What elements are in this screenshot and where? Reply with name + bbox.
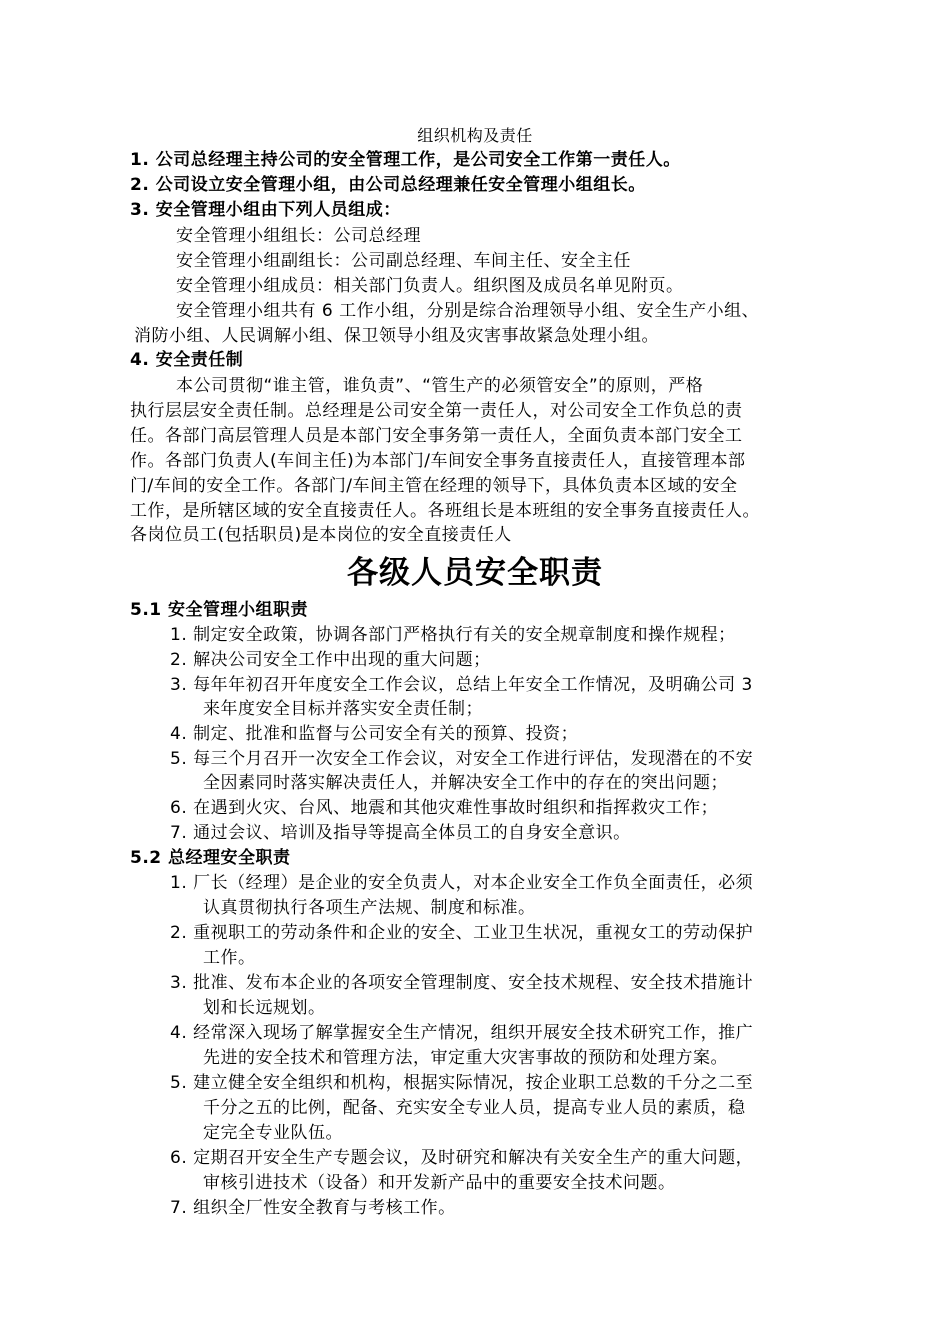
section51-item: 4. 制定、批准和监督与公司安全有关的预算、投资； — [170, 724, 579, 744]
section52-item: 4. 经常深入现场了解掌握安全生产情况，组织开展安全技术研究工作，推广 — [170, 1023, 754, 1043]
section52-item: 3. 批准、发布本企业的各项安全管理制度、安全技术规程、安全技术措施计 — [170, 973, 754, 993]
group-leader-line: 安全管理小组组长：公司总经理 — [176, 226, 421, 246]
section51-item: 5. 每三个月召开一次安全工作会议，对安全工作进行评估，发现潜在的不安 — [170, 749, 754, 769]
group-subteams-line-1: 安全管理小组共有 6 工作小组，分别是综合治理领导小组、安全生产小组、 — [176, 301, 760, 321]
section52-item: 1. 厂长（经理）是企业的安全负责人，对本企业安全工作负全面责任，必须 — [170, 873, 754, 893]
heading-item-2: 2. 公司设立安全管理小组，由公司总经理兼任安全管理小组组长。 — [130, 175, 646, 195]
section52-item-continuation: 先进的安全技术和管理方法，审定重大灾害事故的预防和处理方案。 — [203, 1048, 728, 1068]
section4-heading: 4. 安全责任制 — [130, 350, 244, 370]
section51-item: 3. 每年年初召开年度安全工作会议，总结上年安全工作情况，及明确公司 3 — [170, 675, 753, 695]
section51-item-continuation: 全因素同时落实解决责任人，并解决安全工作中的存在的突出问题； — [203, 773, 728, 793]
section51-item: 1. 制定安全政策，协调各部门严格执行有关的安全规章制度和操作规程； — [170, 625, 736, 645]
section51-item-continuation: 来年度安全目标并落实安全责任制； — [203, 699, 483, 719]
section51-item: 2. 解决公司安全工作中出现的重大问题； — [170, 650, 491, 670]
section52-heading: 5.2 总经理安全职责 — [130, 848, 291, 868]
section52-item-continuation: 千分之五的比例，配备、充实安全专业人员，提高专业人员的素质，稳 — [203, 1098, 746, 1118]
section52-item: 7. 组织全厂性安全教育与考核工作。 — [170, 1198, 456, 1218]
section4-paragraph-line: 门/车间的安全工作。各部门/车间主管在经理的领导下，具体负责本区域的安全 — [130, 476, 738, 496]
section52-item: 6. 定期召开安全生产专题会议，及时研究和解决有关安全生产的重大问题， — [170, 1148, 754, 1168]
heading-item-1: 1. 公司总经理主持公司的安全管理工作，是公司安全工作第一责任人。 — [130, 150, 681, 170]
section52-item-continuation: 定完全专业队伍。 — [203, 1123, 343, 1143]
section4-paragraph-line: 工作，是所辖区域的安全直接责任人。各班组长是本班组的安全事务直接责任人。 — [130, 501, 760, 521]
section4-paragraph-line: 任。各部门高层管理人员是本部门安全事务第一责任人，全面负责本部门安全工 — [130, 426, 743, 446]
section4-paragraph-line: 各岗位员工(包括职员)是本岗位的安全直接责任人 — [130, 525, 512, 545]
section4-paragraph-line: 本公司贯彻“谁主管，谁负责”、“管生产的必须管安全”的原则，严格 — [176, 376, 704, 396]
section51-heading: 5.1 安全管理小组职责 — [130, 600, 309, 620]
section4-paragraph-line: 执行层层安全责任制。总经理是公司安全第一责任人，对公司安全工作负总的责 — [130, 401, 743, 421]
big-title: 各级人员安全职责 — [347, 555, 603, 591]
heading-item-3: 3. 安全管理小组由下列人员组成： — [130, 200, 401, 220]
section52-item-continuation: 认真贯彻执行各项生产法规、制度和标准。 — [203, 898, 536, 918]
group-members-line: 安全管理小组成员：相关部门负责人。组织图及成员名单见附页。 — [176, 276, 684, 296]
section52-item: 2. 重视职工的劳动条件和企业的安全、工业卫生状况，重视女工的劳动保护 — [170, 923, 754, 943]
doc-title: 组织机构及责任 — [417, 126, 533, 145]
group-deputy-line: 安全管理小组副组长：公司副总经理、车间主任、安全主任 — [176, 251, 631, 271]
section4-paragraph-line: 作。各部门负责人(车间主任)为本部门/车间安全事务直接责任人，直接管理本部 — [130, 451, 746, 471]
section52-item-continuation: 划和长远规划。 — [203, 998, 326, 1018]
section51-item: 6. 在遇到火灾、台风、地震和其他灾难性事故时组织和指挥救灾工作； — [170, 798, 719, 818]
section51-item: 7. 通过会议、培训及指导等提高全体员工的自身安全意识。 — [170, 823, 631, 843]
section52-item: 5. 建立健全安全组织和机构，根据实际情况，按企业职工总数的千分之二至 — [170, 1073, 754, 1093]
section52-item-continuation: 审核引进技术（设备）和开发新产品中的重要安全技术问题。 — [203, 1173, 676, 1193]
section52-item-continuation: 工作。 — [203, 948, 256, 968]
group-subteams-line-2: 消防小组、人民调解小组、保卫领导小组及灾害事故紧急处理小组。 — [134, 326, 659, 346]
